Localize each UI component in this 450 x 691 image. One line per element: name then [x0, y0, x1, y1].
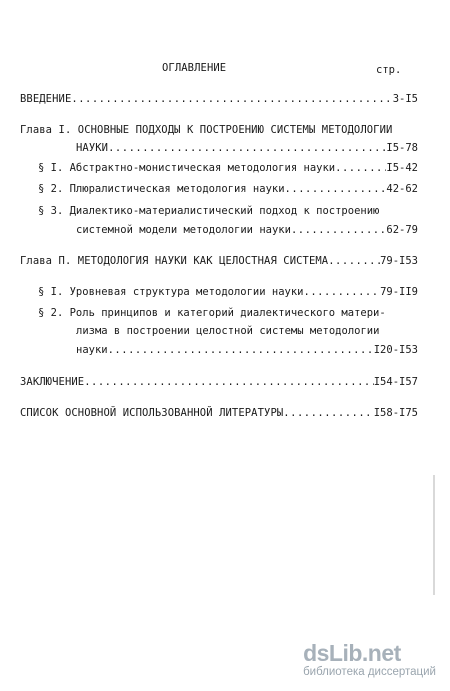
- toc-entry-page: I20-I53: [373, 344, 418, 356]
- dot-leader: [304, 286, 381, 298]
- dot-leader: [291, 224, 386, 236]
- dot-leader: [84, 376, 374, 388]
- dot-leader: [328, 255, 380, 267]
- toc-entry-page: I5-78: [386, 142, 418, 154]
- toc-entry-conclusion: [20, 376, 418, 388]
- toc-entry-text: ВВЕДЕНИЕ: [20, 93, 72, 105]
- dot-leader: [71, 93, 392, 105]
- page-column-label: стр.: [376, 64, 402, 76]
- toc-entry-page: I54-I57: [373, 376, 418, 388]
- toc-section-2-1: [38, 286, 418, 298]
- watermark: [303, 641, 436, 679]
- toc-section-2-2: [76, 344, 418, 356]
- toc-entry-intro: [20, 93, 418, 105]
- toc-entry-page: 42-62: [386, 183, 418, 195]
- dot-leader: [283, 407, 373, 419]
- toc-chapter-2: [20, 255, 418, 267]
- toc-entry-text: § 2. Плюралистическая методология науки: [38, 183, 285, 195]
- dot-leader: [335, 162, 386, 174]
- toc-entry-page: 79-II9: [380, 286, 418, 298]
- toc-entry-page: 62-79: [386, 224, 418, 236]
- toc-entry-text: ЗАКЛЮЧЕНИЕ: [20, 376, 85, 388]
- toc-entry-references: [20, 407, 418, 419]
- toc-title: ОГЛАВЛЕНИЕ: [162, 62, 227, 74]
- toc-section-1-3: [76, 224, 418, 236]
- toc-section-2-2-line1: § 2. Роль принципов и категорий диалектического матери-: [38, 307, 386, 319]
- toc-entry-text: науки: [76, 344, 108, 356]
- toc-section-1-3-line1: § 3. Диалектико-материалистический подход к построению: [38, 205, 380, 217]
- toc-chapter-1: [76, 142, 418, 154]
- toc-entry-page: 3-I5: [392, 93, 418, 105]
- toc-entry-text: § I. Абстрактно-монистическая методология науки: [38, 162, 336, 174]
- watermark-brand: dsLib.net: [303, 640, 401, 666]
- toc-section-1-2: [38, 183, 418, 195]
- toc-entry-page: I58-I75: [373, 407, 418, 419]
- toc-entry-text: § I. Уровневая структура методологии науки: [38, 286, 304, 298]
- watermark-subtitle: библиотека диссертаций: [303, 666, 436, 678]
- toc-entry-page: I5-42: [386, 162, 418, 174]
- page-edge-mark: [433, 475, 435, 595]
- toc-entry-text: системной модели методологии науки: [76, 224, 291, 236]
- toc-section-2-2-line2: лизма в построении целостной системы методологии: [76, 325, 380, 337]
- toc-section-1-1: [38, 162, 418, 174]
- toc-entry-text: НАУКИ: [76, 142, 109, 154]
- toc-entry-text: Глава П. МЕТОДОЛОГИЯ НАУКИ КАК ЦЕЛОСТНАЯ СИСТЕМА: [20, 255, 329, 267]
- dot-leader: [108, 344, 374, 356]
- toc-entry-text: СПИСОК ОСНОВНОЙ ИСПОЛЬЗОВАННОЙ ЛИТЕРАТУРЫ: [20, 407, 284, 419]
- dot-leader: [108, 142, 386, 154]
- toc-chapter-1-line1: Глава I. ОСНОВНЫЕ ПОДХОДЫ К ПОСТРОЕНИЮ СИСТЕМЫ МЕТОДОЛОГИИ: [20, 124, 393, 136]
- dot-leader: [285, 183, 387, 195]
- toc-entry-page: 79-I53: [380, 255, 418, 267]
